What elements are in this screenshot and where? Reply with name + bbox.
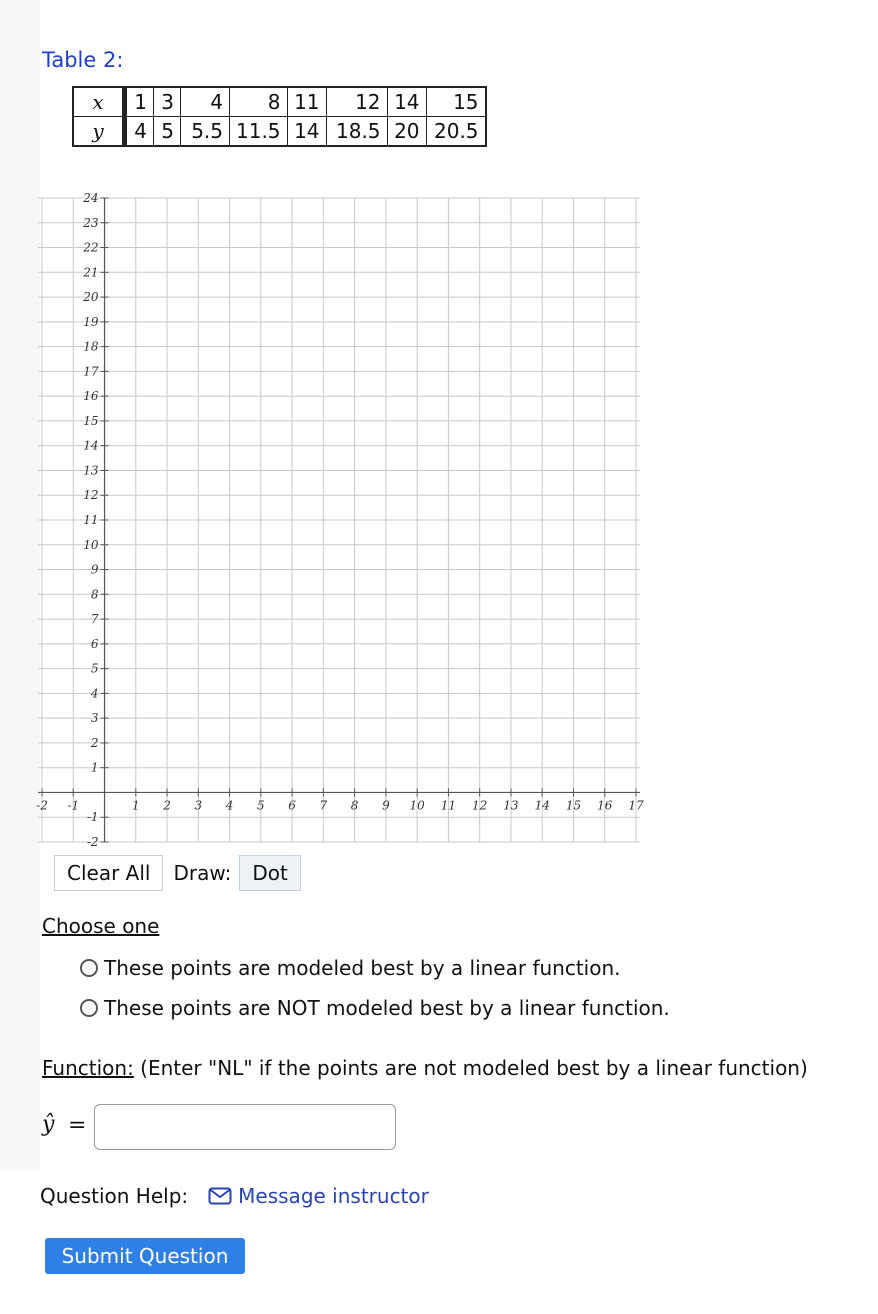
x-tick-label: 11 (440, 798, 457, 813)
y-tick-label: 12 (83, 488, 99, 503)
y-tick-label: 7 (90, 612, 99, 627)
table-cell: 3 (154, 87, 181, 117)
function-heading: Function: (42, 1056, 134, 1080)
table-cell: 12 (326, 87, 387, 117)
table-header-x: x (73, 87, 125, 117)
y-tick-label: 21 (83, 265, 99, 280)
graph-canvas[interactable] (36, 188, 644, 850)
y-tick-label: 14 (83, 438, 99, 453)
function-input[interactable] (94, 1104, 396, 1150)
y-tick-label: 10 (83, 537, 99, 552)
y-tick-label: 16 (83, 389, 99, 404)
x-tick-label: 2 (163, 798, 171, 813)
y-tick-label: 17 (83, 364, 99, 379)
table-title: Table 2: (42, 48, 124, 72)
x-tick-label: 14 (534, 798, 550, 813)
y-tick-label: 19 (83, 314, 99, 329)
y-tick-label: 5 (90, 661, 99, 676)
x-tick-label: -1 (67, 798, 80, 813)
x-tick-label: 10 (409, 798, 425, 813)
x-tick-label: 16 (597, 798, 613, 813)
question-help (40, 1184, 429, 1208)
table-cell: 1 (125, 87, 154, 117)
table-cell: 8 (230, 87, 288, 117)
y-tick-label: 23 (83, 215, 99, 230)
table-cell: 20.5 (426, 117, 486, 147)
x-tick-label: 12 (472, 798, 488, 813)
y-tick-label: 24 (83, 191, 99, 205)
table-cell: 4 (125, 117, 154, 147)
left-gutter (0, 0, 40, 1170)
dot-tool-button[interactable]: Dot (239, 855, 300, 891)
equals-sign: = (68, 1113, 87, 1138)
radio-label: These points are NOT modeled best by a linear function. (104, 996, 670, 1020)
y-tick-label: 3 (90, 711, 99, 726)
function-hint: (Enter "NL" if the points are not modeled best by a linear function) (140, 1056, 808, 1080)
y-tick-label: -2 (86, 835, 99, 849)
table-cell: 11 (287, 87, 326, 117)
x-tick-label: 13 (503, 798, 519, 813)
x-tick-label: 15 (565, 798, 582, 813)
y-tick-label: 22 (83, 240, 99, 255)
graph-toolbar (54, 855, 301, 891)
submit-question-button[interactable]: Submit Question (45, 1238, 245, 1274)
table-cell: 15 (426, 87, 486, 117)
x-tick-label: 5 (257, 798, 265, 813)
function-label (42, 1056, 808, 1080)
table-cell: 5 (154, 117, 181, 147)
table-cell: 4 (181, 87, 230, 117)
x-tick-label: 7 (319, 798, 328, 813)
radio-option-not-linear[interactable] (80, 996, 670, 1020)
radio-button[interactable] (80, 999, 98, 1017)
x-tick-label: 3 (194, 798, 203, 813)
x-tick-label: 17 (628, 798, 644, 813)
table-row-x (73, 87, 486, 117)
y-tick-label: 20 (83, 290, 99, 305)
y-tick-label: 9 (90, 562, 99, 577)
table-row-y (73, 117, 486, 147)
y-tick-label: 6 (90, 636, 99, 651)
mail-icon[interactable] (208, 1187, 232, 1205)
table-cell: 14 (287, 117, 326, 147)
x-tick-label: 8 (350, 798, 359, 813)
y-tick-label: 4 (90, 686, 99, 701)
y-tick-label: 11 (83, 513, 99, 527)
table-cell: 11.5 (230, 117, 288, 147)
x-tick-label: 4 (225, 798, 234, 813)
data-table (72, 86, 487, 147)
draw-label: Draw: (173, 861, 232, 885)
radio-label: These points are modeled best by a linear function. (104, 956, 621, 980)
table-cell: 20 (387, 117, 426, 147)
question-help-label: Question Help: (40, 1184, 189, 1208)
x-tick-label: 6 (288, 798, 296, 813)
y-tick-label: 13 (83, 463, 99, 478)
y-hat-symbol: ŷ (42, 1112, 55, 1137)
table-header-y: y (73, 117, 125, 147)
table-cell: 5.5 (181, 117, 230, 147)
y-tick-label: 1 (90, 760, 99, 775)
message-instructor-link[interactable]: Message instructor (238, 1184, 429, 1208)
x-tick-label: 1 (131, 798, 140, 813)
y-tick-label: 18 (83, 339, 99, 354)
radio-option-linear[interactable] (80, 956, 621, 980)
x-tick-label: 9 (382, 798, 390, 813)
y-tick-label: 2 (90, 735, 99, 750)
radio-button[interactable] (80, 959, 98, 977)
table-cell: 18.5 (326, 117, 387, 147)
y-tick-label: -1 (86, 810, 99, 825)
clear-all-button[interactable]: Clear All (54, 855, 163, 891)
x-tick-label: -2 (36, 798, 48, 813)
y-tick-label: 8 (90, 587, 99, 602)
y-tick-label: 15 (83, 413, 99, 428)
choose-one-heading: Choose one (42, 914, 160, 938)
table-cell: 14 (387, 87, 426, 117)
